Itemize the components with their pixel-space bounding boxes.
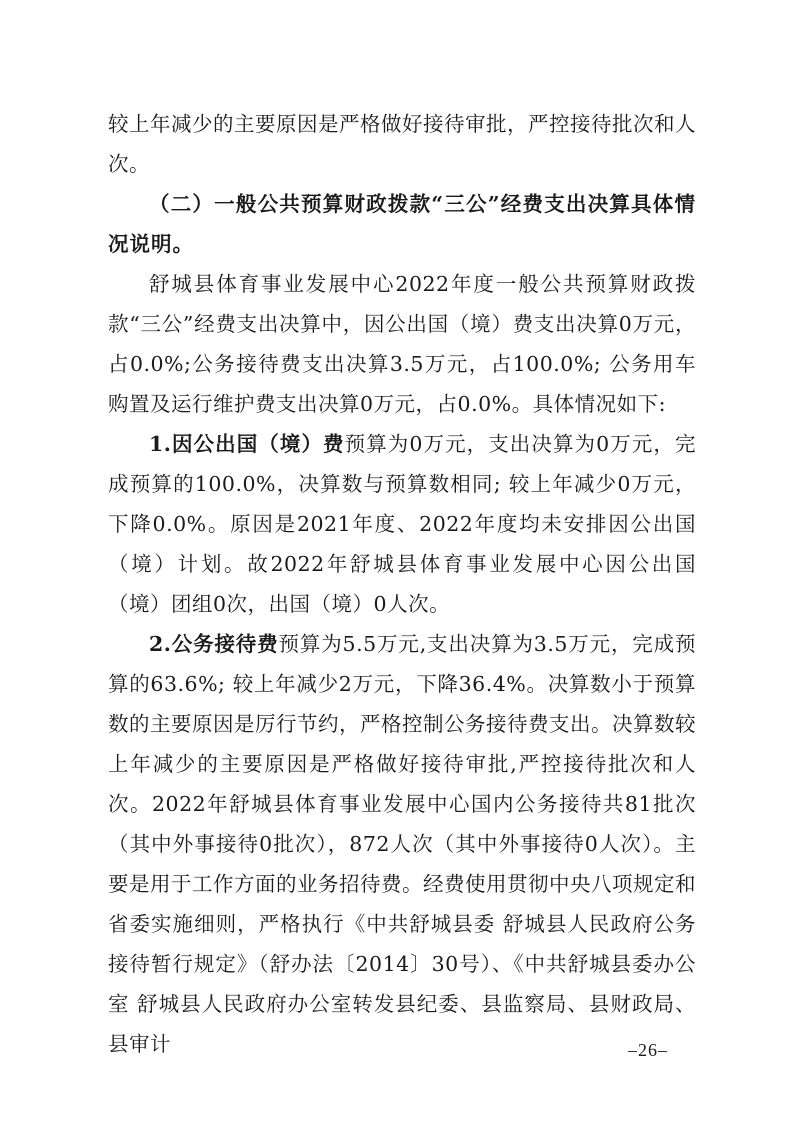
document-page xyxy=(108,104,696,1064)
item-overseas-travel-body: 预算为0万元，支出决算为0万元，完成预算的100.0%，决算数与预算数相同; 较上年减少0万元，下降0.0%。原因是2021年度、2022年度均未安排因公出国（境）计划。故2022年舒城县体育事业发展中心因公出国（境）团组0次，出国（境）0人次。 xyxy=(108,432,696,616)
item-overseas-travel-lead: 1.因公出国（境）费 xyxy=(149,432,345,456)
item-official-reception-lead: 2.公务接待费 xyxy=(149,632,279,656)
item-official-reception-body: 预算为5.5万元,支出决算为3.5万元，完成预算的63.6%; 较上年减少2万元，下降36.4%。决算数小于预算数的主要原因是厉行节约，严格控制公务接待费支出。决算数较上年减少的主要原因是严格做好接待审批,严控接待批次和人次。2022年舒城县体育事业发展中心国内公务接待共81批次（其中外事接待0批次），872人次（其中外事接待0人次）。主要是用于工作方面的业务招待费。经费使用贯彻中央八项规定和省委实施细则，严格执行《中共舒城县委 舒城县人民政府公务接待暂行规定》（舒办法〔2014〕30号）、《中共舒城县委办公室 舒城县人民政府办公室转发县纪委、县监察局、县财政局、县审计 xyxy=(108,632,696,1056)
continuation-paragraph: 较上年减少的主要原因是严格做好接待审批，严控接待批次和人次。 xyxy=(108,112,696,176)
page-number: –26– xyxy=(628,1040,668,1060)
item-overseas-travel xyxy=(108,424,696,624)
section-heading: （二）一般公共预算财政拨款“三公”经费支出决算具体情况说明。 xyxy=(108,192,696,256)
item-official-reception xyxy=(108,624,696,1064)
summary-paragraph: 舒城县体育事业发展中心2022年度一般公共预算财政拨款“三公”经费支出决算中，因公出国（境）费支出决算0万元，占0.0%;公务接待费支出决算3.5万元，占100.0%; 公务用车购置及运行维护费支出决算0万元，占0.0%。具体情况如下: xyxy=(108,272,696,416)
